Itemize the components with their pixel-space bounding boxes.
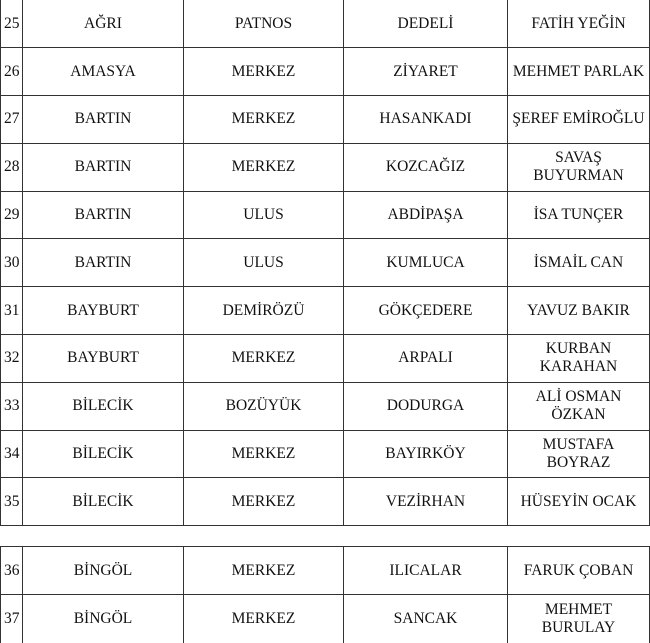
province-cell: BARTIN — [23, 191, 184, 239]
village-cell: HASANKADI — [344, 96, 508, 144]
table-row — [1, 0, 650, 48]
row-number-cell: 29 — [1, 191, 23, 239]
person-name-cell: ŞEREF EMİROĞLU — [508, 96, 650, 144]
province-cell: BARTIN — [23, 143, 184, 191]
person-name-cell: KURBAN KARAHAN — [508, 335, 650, 383]
row-number-cell: 25 — [1, 0, 23, 48]
row-number-cell: 31 — [1, 287, 23, 335]
row-number-cell: 37 — [1, 595, 23, 643]
table-row — [1, 287, 650, 335]
district-cell: ULUS — [184, 239, 344, 287]
person-name-cell: FARUK ÇOBAN — [508, 547, 650, 595]
village-cell: KUMLUCA — [344, 239, 508, 287]
row-number-cell: 36 — [1, 547, 23, 595]
province-cell: BİLECİK — [23, 478, 184, 526]
person-name-cell: MEHMET PARLAK — [508, 48, 650, 96]
table-body — [1, 0, 650, 526]
province-cell: AĞRI — [23, 0, 184, 48]
person-name-cell: HÜSEYİN OCAK — [508, 478, 650, 526]
row-number-cell: 33 — [1, 382, 23, 430]
province-cell: BAYBURT — [23, 335, 184, 383]
district-cell: ULUS — [184, 191, 344, 239]
person-name-cell: SAVAŞ BUYURMAN — [508, 143, 650, 191]
table-row — [1, 335, 650, 383]
row-number-cell: 26 — [1, 48, 23, 96]
village-cell: SANCAK — [344, 595, 508, 643]
row-number-cell: 27 — [1, 96, 23, 144]
district-cell: MERKEZ — [184, 595, 344, 643]
table-row — [1, 430, 650, 478]
village-cell: ARPALI — [344, 335, 508, 383]
person-name-cell: ALİ OSMAN ÖZKAN — [508, 382, 650, 430]
district-cell: MERKEZ — [184, 547, 344, 595]
table-body — [1, 547, 650, 643]
table-row — [1, 478, 650, 526]
district-cell: MERKEZ — [184, 430, 344, 478]
district-cell: MERKEZ — [184, 143, 344, 191]
person-name-cell: MUSTAFA BOYRAZ — [508, 430, 650, 478]
table-row — [1, 382, 650, 430]
person-name-cell: FATİH YEĞİN — [508, 0, 650, 48]
district-cell: MERKEZ — [184, 335, 344, 383]
province-cell: BİNGÖL — [23, 547, 184, 595]
village-cell: DEDELİ — [344, 0, 508, 48]
district-cell: MERKEZ — [184, 48, 344, 96]
province-cell: BARTIN — [23, 96, 184, 144]
district-cell: DEMİRÖZÜ — [184, 287, 344, 335]
table-row — [1, 239, 650, 287]
village-cell: ZİYARET — [344, 48, 508, 96]
village-cell: DODURGA — [344, 382, 508, 430]
table-row — [1, 143, 650, 191]
village-cell: GÖKÇEDERE — [344, 287, 508, 335]
district-cell: BOZÜYÜK — [184, 382, 344, 430]
table-row — [1, 96, 650, 144]
person-name-cell: MEHMET BURULAY — [508, 595, 650, 643]
province-cell: BİLECİK — [23, 382, 184, 430]
village-cell: ABDİPAŞA — [344, 191, 508, 239]
row-number-cell: 30 — [1, 239, 23, 287]
table-row — [1, 547, 650, 595]
district-cell: MERKEZ — [184, 96, 344, 144]
district-cell: MERKEZ — [184, 478, 344, 526]
row-number-cell: 28 — [1, 143, 23, 191]
province-cell: AMASYA — [23, 48, 184, 96]
table-row — [1, 191, 650, 239]
village-cell: BAYIRKÖY — [344, 430, 508, 478]
province-cell: BİNGÖL — [23, 595, 184, 643]
row-number-cell: 32 — [1, 335, 23, 383]
person-name-cell: İSA TUNÇER — [508, 191, 650, 239]
village-cell: ILICALAR — [344, 547, 508, 595]
row-number-cell: 34 — [1, 430, 23, 478]
person-name-cell: İSMAİL CAN — [508, 239, 650, 287]
province-cell: BİLECİK — [23, 430, 184, 478]
table-row — [1, 595, 650, 643]
table-row — [1, 48, 650, 96]
province-cell: BARTIN — [23, 239, 184, 287]
district-cell: PATNOS — [184, 0, 344, 48]
province-cell: BAYBURT — [23, 287, 184, 335]
row-number-cell: 35 — [1, 478, 23, 526]
person-name-cell: YAVUZ BAKIR — [508, 287, 650, 335]
village-cell: KOZCAĞIZ — [344, 143, 508, 191]
village-cell: VEZİRHAN — [344, 478, 508, 526]
data-table-bottom — [0, 546, 650, 643]
